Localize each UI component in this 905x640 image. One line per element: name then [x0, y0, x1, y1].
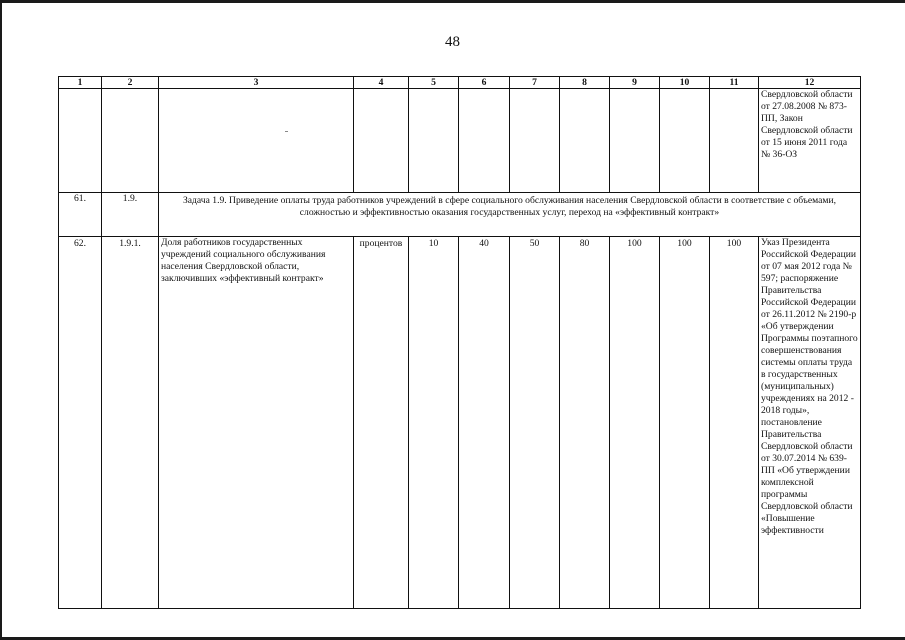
- empty-cell: [610, 89, 660, 193]
- empty-cell: [459, 89, 510, 193]
- table-row: [59, 193, 861, 237]
- indicator-value: 50: [510, 237, 560, 609]
- header-cell: 4: [354, 77, 409, 89]
- indicator-value: 100: [710, 237, 759, 609]
- indicator-value: 100: [660, 237, 710, 609]
- empty-cell: [59, 89, 102, 193]
- task-description: Задача 1.9. Приведение оплаты труда работников учреждений в сфере социального обслуживания населения Свердловской области в соответствие с объемами, сложностью и эффективностью оказания государственных услуг, переход на «эффективный контракт»: [159, 193, 861, 237]
- header-cell: 11: [710, 77, 759, 89]
- row-code: 1.9.: [102, 193, 159, 237]
- empty-cell: [409, 89, 459, 193]
- empty-cell: [560, 89, 610, 193]
- header-cell: 12: [759, 77, 861, 89]
- empty-cell: [660, 89, 710, 193]
- indicator-unit: процентов: [354, 237, 409, 609]
- header-cell: 5: [409, 77, 459, 89]
- header-cell: 3: [159, 77, 354, 89]
- empty-cell: [102, 89, 159, 193]
- indicator-value: 80: [560, 237, 610, 609]
- empty-cell: [159, 89, 354, 193]
- legal-basis-cell: Свердловской области от 27.08.2008 № 873-ПП, Закон Свердловской области от 15 июня 2011 года № 36-ОЗ: [759, 89, 861, 193]
- header-cell: 7: [510, 77, 560, 89]
- page-number: 48: [445, 34, 460, 50]
- page-frame-left: [0, 0, 2, 640]
- row-number: 61.: [59, 193, 102, 237]
- header-cell: 1: [59, 77, 102, 89]
- header-row: [59, 77, 861, 89]
- header-cell: 10: [660, 77, 710, 89]
- row-number: 62.: [59, 237, 102, 609]
- indicators-table: [58, 76, 861, 609]
- indicator-value: 10: [409, 237, 459, 609]
- header-cell: 8: [560, 77, 610, 89]
- indicator-value: 100: [610, 237, 660, 609]
- empty-cell: [710, 89, 759, 193]
- row-code: 1.9.1.: [102, 237, 159, 609]
- indicator-value: 40: [459, 237, 510, 609]
- empty-cell: [510, 89, 560, 193]
- legal-basis-cell: Указ Президента Российской Федерации от 07 мая 2012 года № 597; распоряжение Правительства Российской Федерации от 26.11.2012 № 2190-р «Об утверждении Программы поэтапного совершенствования системы оплаты труда в государственных (муниципальных) учреждениях на 2012 - 2018 годы», постановление Правительства Свердловской области от 30.07.2014 № 639-ПП «Об утверждении комплексной программы Свердловской области «Повышение эффективности: [759, 237, 861, 609]
- table-row: [59, 237, 861, 609]
- page-frame-top: [0, 0, 905, 3]
- header-cell: 6: [459, 77, 510, 89]
- header-cell: 2: [102, 77, 159, 89]
- table-row: [59, 89, 861, 193]
- header-cell: 9: [610, 77, 660, 89]
- empty-cell: [354, 89, 409, 193]
- indicator-name: Доля работников государственных учреждений социального обслуживания населения Свердловской области, заключивших «эффективный контракт»: [159, 237, 354, 609]
